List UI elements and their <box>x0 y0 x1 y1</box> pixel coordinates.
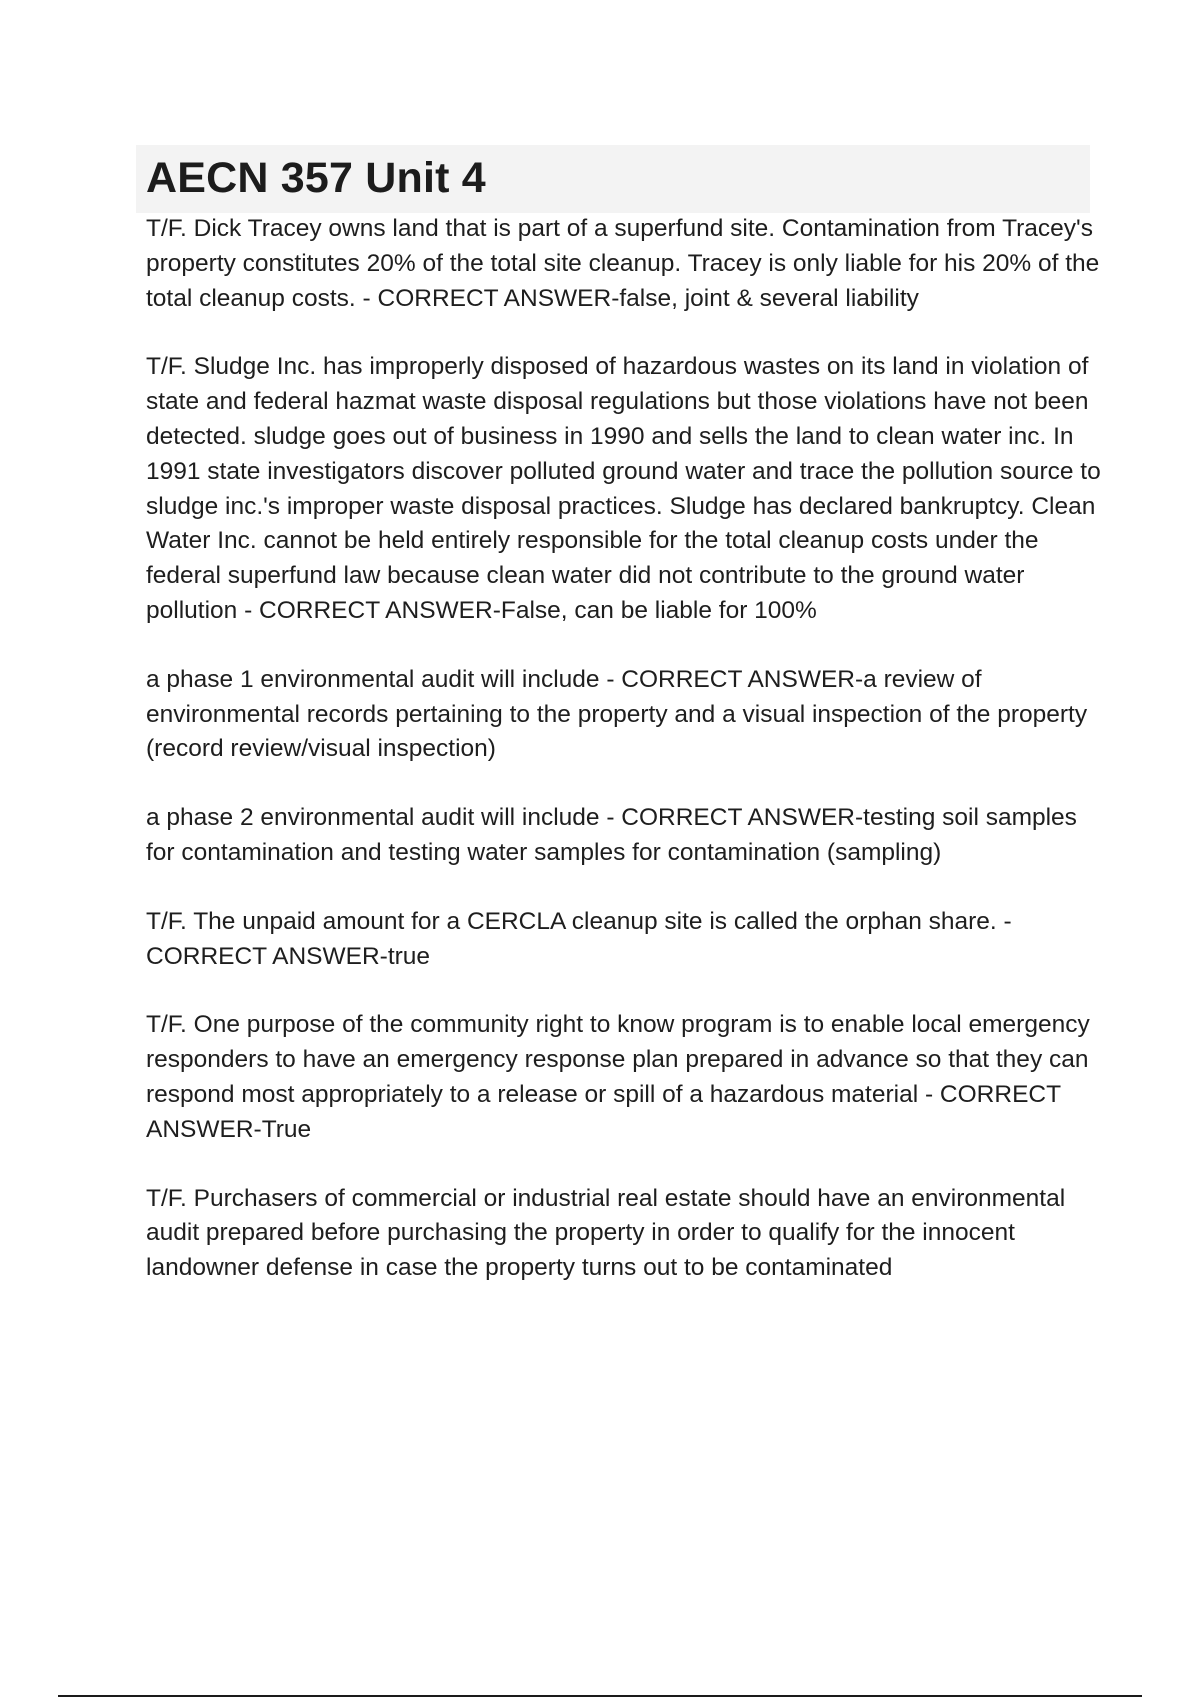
qa-entry-5: T/F. The unpaid amount for a CERCLA cleanup site is called the orphan share. - CORRECT ANSWER-true <box>146 907 1012 970</box>
qa-entry-4: a phase 2 environmental audit will include - CORRECT ANSWER-testing soil samples for contamination and testing water samples for contamination (sampling) <box>146 804 1077 866</box>
document-body <box>146 212 1101 1320</box>
document-title: AECN 357 Unit 4 <box>146 154 486 202</box>
qa-entry-2: T/F. Sludge Inc. has improperly disposed of hazardous wastes on its land in violation of state and federal hazmat waste disposal regulations but those violations have not been detected. sludge goes out of business in 1990 and sells the land to clean water inc. In 1991 state investigators discover polluted ground water and trace the pollution source to sludge inc.'s improper waste disposal practices. Sludge has declared bankruptcy. Clean Water Inc. cannot be held entirely responsible for the total cleanup costs under the federal superfund law because clean water did not contribute to the ground water pollution - CORRECT ANSWER-False, can be liable for 100% <box>146 353 1101 624</box>
qa-entry-6: T/F. One purpose of the community right to know program is to enable local emergency responders to have an emergency response plan prepared in advance so that they can respond most appropriately to a release or spill of a hazardous material - CORRECT ANSWER-True <box>146 1011 1090 1143</box>
qa-entry-3: a phase 1 environmental audit will include - CORRECT ANSWER-a review of environmental records pertaining to the property and a visual inspection of the property (record review/visual inspection) <box>146 665 1088 763</box>
qa-entry-1: T/F. Dick Tracey owns land that is part of a superfund site. Contamination from Tracey's property constitutes 20% of the total site cleanup. Tracey is only liable for his 20% of the total cleanup costs. - CORRECT ANSWER-false, joint & several liability <box>146 215 1100 312</box>
footer-divider <box>58 1695 1142 1697</box>
qa-entry-7: T/F. Purchasers of commercial or industrial real estate should have an environmental audit prepared before purchasing the property in order to qualify for the innocent landowner defense in case the property turns out to be contaminated <box>146 1184 1066 1282</box>
